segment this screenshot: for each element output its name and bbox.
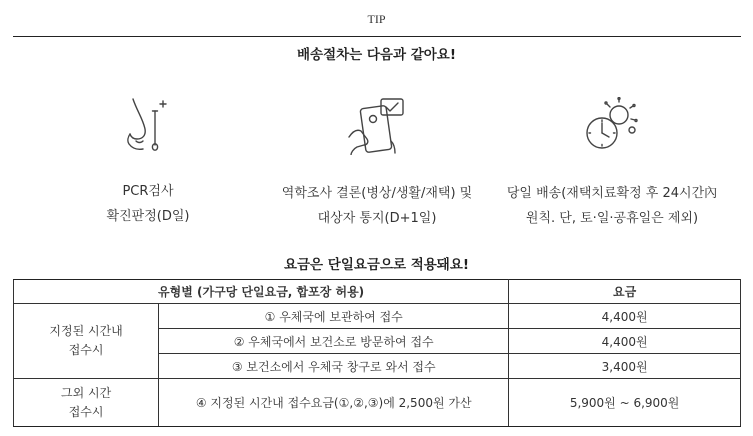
row-fee: 3,400원 — [509, 354, 741, 379]
row-fee: 5,900원 ~ 6,900원 — [509, 379, 741, 427]
phone-check-icon — [345, 97, 409, 155]
row-desc: ② 우체국에서 보건소로 방문하여 접수 — [159, 329, 509, 354]
tip-divider — [13, 36, 741, 37]
step-pcr-line2: 확진판정(D일) — [106, 209, 190, 224]
fee-column-header: 요금 — [509, 280, 741, 304]
row-desc: ④ 지정된 시간내 접수요금(①,②,③)에 2,500원 가산 — [159, 379, 509, 427]
group-label-line2: 접수시 — [68, 404, 104, 419]
group-label-line2: 접수시 — [68, 343, 104, 357]
tip-heading: TIP — [367, 12, 386, 26]
group-label-line1: 지정된 시간내 — [49, 324, 123, 338]
group-label-within-time — [14, 304, 159, 379]
pricing-header-row — [14, 280, 741, 304]
step-pcr-line1: PCR검사 — [122, 184, 174, 199]
row-desc: ① 우체국에 보관하여 접수 — [159, 304, 509, 329]
step-delivery-line2: 원칙. 단, 토·일·공휴일은 제외) — [525, 211, 699, 226]
step-delivery-line1: 당일 배송(재택치료확정 후 24시간內 — [506, 186, 718, 201]
step-pcr-test — [28, 97, 268, 229]
group-label-line1: 그외 시간 — [60, 385, 112, 400]
row-desc: ③ 보건소에서 우체국 창구로 와서 접수 — [159, 354, 509, 379]
pricing-title: 요금은 단일요금으로 적용돼요! — [283, 257, 470, 273]
step-same-day-delivery — [492, 97, 732, 231]
table-row — [14, 379, 741, 427]
nasal-swab-icon — [123, 97, 173, 153]
table-row — [14, 304, 741, 329]
pricing-table — [13, 279, 741, 427]
delivery-procedure-title: 배송절차는 다음과 같아요! — [296, 47, 456, 63]
row-fee: 4,400원 — [509, 329, 741, 354]
group-label-other-time — [14, 379, 159, 427]
type-column-header: 유형별 (가구당 단일요금, 합포장 허용) — [14, 280, 509, 304]
step-epidemiological-survey — [257, 97, 497, 231]
row-fee: 4,400원 — [509, 304, 741, 329]
step-survey-line1: 역학조사 결론(병상/생활/재택) 및 — [281, 186, 473, 201]
step-survey-line2: 대상자 통지(D+1일) — [317, 211, 437, 226]
clock-virus-icon — [583, 97, 641, 155]
